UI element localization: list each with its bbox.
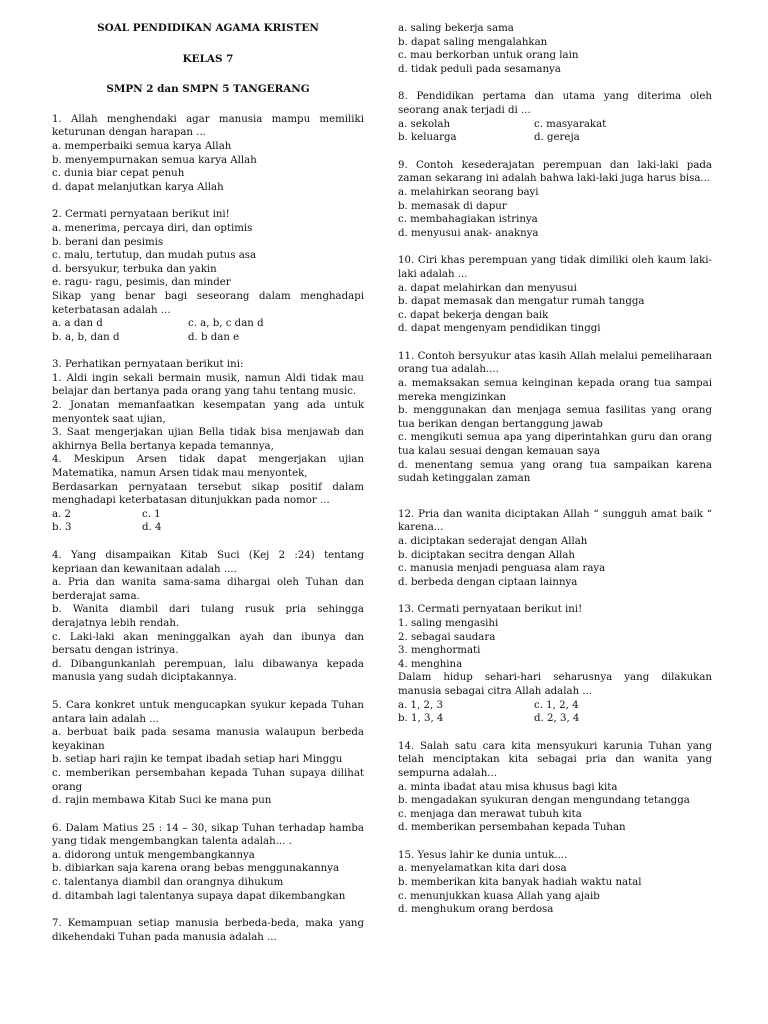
school-label: SMPN 2 dan SMPN 5 TANGERANG (106, 83, 310, 96)
question-stem: 6. Dalam Matius 25 : 14 – 30, sikap Tuhan terhadap hamba yang tidak mengembangkan talenta adalah... . (52, 822, 364, 848)
question-11 (398, 350, 712, 486)
answer-option: b. mengadakan syukuran dengan mengundang tetangga (398, 795, 690, 807)
question-2 (52, 208, 364, 344)
question-stem: 11. Contoh bersyukur atas kasih Allah melalui pemeliharaan orang tua adalah.... (398, 350, 712, 376)
answer-option: c. dapat bekerja dengan baik (398, 309, 549, 321)
answer-option: c. dunia biar cepat penuh (52, 168, 185, 180)
question-stem: 12. Pria dan wanita diciptakan Allah “ sungguh amat baik “ karena... (398, 508, 712, 534)
question-1 (52, 113, 364, 195)
answer-option: b. menggunakan dan menjaga semua fasilitas yang orang tua berikan dengan bertanggung jawab (398, 405, 712, 430)
answer-option: c. menjaga dan merawat tubuh kita (398, 808, 582, 820)
answer-option: d. Dibangunkanlah perempuan, lalu dibawanya kepada manusia yang sudah diciptakannya. (52, 658, 364, 684)
answer-option: b. keluarga (398, 132, 457, 144)
answer-option: a. melahirkan seorang bayi (398, 186, 539, 198)
answer-option: b. Wanita diambil dari tulang rusuk pria sehingga derajatnya lebih rendah. (52, 604, 364, 629)
question-prompt: Berdasarkan pernyataan tersebut sikap positif dalam menghadapi keterbatasan ditunjukkan pada nomor ... (52, 481, 364, 507)
statement-item: 1. Aldi ingin sekali bermain musik, namun Aldi tidak mau belajar dan bertanya pada orang yang tahu tentang music. (52, 372, 364, 398)
answer-grid (52, 508, 364, 535)
right-column (398, 22, 712, 931)
answer-option: b. 1, 3, 4 (398, 713, 444, 725)
answer-option: b. dapat saling mengalahkan (398, 36, 548, 48)
question-stem: 7. Kemampuan setiap manusia berbeda-beda, maka yang dikehendaki Tuhan pada manusia adalah ... (52, 918, 364, 943)
question-stem: 1. Allah menghendaki agar manusia mampu memiliki keturunan dengan harapan ... (52, 113, 364, 139)
answer-option: d. menentang semua yang orang tua sampaikan karena sudah ketinggalan zaman (398, 459, 712, 485)
answer-option: d. 2, 3, 4 (534, 713, 580, 725)
statement-item: 3. Saat mengerjakan ujian Bella tidak bisa menjawab dan akhirnya Bella bertanya kepada temannya, (52, 427, 364, 452)
answer-option: b. menyempurnakan semua karya Allah (52, 154, 257, 166)
question-7 (52, 917, 364, 944)
answer-option: c. talentanya diambil dan orangnya dihukum (52, 877, 284, 889)
answer-option: d. memberikan persembahan kepada Tuhan (398, 822, 626, 834)
question-5 (52, 699, 364, 808)
answer-option: c. mengikuti semua apa yang diperintahkan guru dan orang tua kalau sesuai dengan kemauan saya (398, 432, 712, 458)
question-stem: 15. Yesus lahir ke dunia untuk.... (398, 849, 568, 861)
answer-option: d. ditambah lagi talentanya supaya dapat dikembangkan (52, 890, 346, 902)
statement-item: a. menerima, percaya diri, dan optimis (52, 222, 253, 234)
answer-option: d. 4 (142, 522, 162, 534)
class-label: KELAS 7 (182, 52, 234, 65)
answer-option: c. membahagiakan istrinya (398, 214, 538, 226)
answer-option: b. memberikan kita banyak hadiah waktu natal (398, 877, 642, 889)
answer-option: d. tidak peduli pada sesamanya (398, 63, 561, 75)
answer-option: b. diciptakan secitra dengan Allah (398, 549, 575, 561)
answer-option: c. 1 (142, 508, 161, 520)
answer-option: c. 1, 2, 4 (534, 699, 579, 711)
answer-option: c. manusia menjadi penguasa alam raya (398, 563, 606, 575)
question-3 (52, 358, 364, 535)
question-prompt: Sikap yang benar bagi seseorang dalam menghadapi keterbatasan adalah ... (52, 290, 364, 316)
question-14 (398, 740, 712, 835)
left-column (52, 22, 364, 958)
exam-title: SOAL PENDIDIKAN AGAMA KRISTEN (97, 22, 319, 34)
answer-option: a. menyelamatkan kita dari dosa (398, 863, 567, 875)
question-stem: 14. Salah satu cara kita mensyukuri karunia Tuhan yang telah menciptakan kita sebagai pria dan wanita yang sempurna adalah... (398, 740, 712, 779)
answer-option: d. gereja (534, 132, 580, 144)
question-stem: 13. Cermati pernyataan berikut ini! (398, 604, 583, 616)
question-10 (398, 254, 712, 336)
answer-option: b. memasak di dapur (398, 200, 507, 212)
answer-option: d. menyusui anak- anaknya (398, 227, 539, 239)
answer-option: b. setiap hari rajin ke tempat ibadah setiap hari Minggu (52, 754, 343, 766)
answer-option: a. Pria dan wanita sama-sama dihargai oleh Tuhan dan berderajat sama. (52, 577, 364, 602)
answer-option: a. dapat melahirkan dan menyusui (398, 282, 577, 294)
answer-option: d. menghukum orang berdosa (398, 904, 554, 916)
answer-option: a. minta ibadat atau misa khusus bagi kita (398, 781, 618, 793)
answer-option: a. 1, 2, 3 (398, 699, 443, 711)
answer-option: a. memperbaiki semua karya Allah (52, 140, 232, 152)
answer-option: c. Laki-laki akan meninggalkan ayah dan ibunya dan bersatu dengan istrinya. (52, 631, 364, 657)
answer-option: d. berbeda dengan ciptaan lainnya (398, 576, 578, 588)
answer-grid (398, 699, 712, 726)
answer-option: a. sekolah (398, 118, 451, 130)
answer-option: d. rajin membawa Kitab Suci ke mana pun (52, 795, 272, 807)
question-6 (52, 822, 364, 904)
answer-option: d. dapat mengenyam pendidikan tinggi (398, 323, 601, 335)
answer-option: b. dapat memasak dan mengatur rumah tangga (398, 296, 645, 308)
question-15 (398, 849, 712, 917)
statement-item: 4. menghina (398, 658, 463, 670)
question-4 (52, 549, 364, 685)
question-stem: 8. Pendidikan pertama dan utama yang diterima oleh seorang anak terjadi di ... (398, 91, 712, 116)
answer-option: a. diciptakan sederajat dengan Allah (398, 536, 588, 547)
answer-option: c. a, b, c dan d (188, 318, 264, 330)
question-9 (398, 159, 712, 241)
question-7-options (398, 22, 712, 76)
question-stem: 9. Contoh kesederajatan perempuan dan laki-laki pada zaman sekarang ini adalah bahwa laki-laki juga harus bisa... (398, 159, 712, 185)
statement-item: d. bersyukur, terbuka dan yakin (52, 263, 217, 275)
answer-option: a. memaksakan semua keinginan kepada orang tua sampai mereka mengizinkan (398, 378, 712, 403)
statement-item: 3. menghormati (398, 645, 481, 657)
answer-grid (398, 118, 712, 145)
question-prompt: Dalam hidup sehari-hari seharusnya yang dilakukan manusia sebagai citra Allah adalah ... (398, 672, 712, 697)
question-12 (398, 508, 712, 590)
answer-option: a. didorong untuk mengembangkannya (52, 849, 255, 861)
answer-option: d. b dan e (188, 331, 240, 343)
statement-item: c. malu, tertutup, dan mudah putus asa (52, 250, 257, 262)
answer-grid (52, 317, 364, 344)
question-13 (398, 603, 712, 725)
question-stem: 10. Ciri khas perempuan yang tidak dimiliki oleh kaum laki-laki adalah ... (398, 255, 712, 280)
statement-item: 2. Jonatan memanfaatkan kesempatan yang ada untuk menyontek saat ujian, (52, 400, 364, 425)
answer-option: b. 3 (52, 522, 72, 534)
answer-option: a. a dan d (52, 318, 103, 330)
question-stem: 5. Cara konkret untuk mengucapkan syukur kepada Tuhan antara lain adalah ... (52, 699, 364, 725)
question-stem: 3. Perhatikan pernyataan berikut ini: (52, 359, 244, 371)
answer-option: b. a, b, dan d (52, 331, 120, 343)
question-stem: 2. Cermati pernyataan berikut ini! (52, 209, 230, 221)
answer-option: c. memberikan persembahan kepada Tuhan supaya dilihat orang (52, 767, 364, 793)
answer-option: c. masyarakat (534, 118, 607, 130)
answer-option: a. berbuat baik pada sesama manusia walaupun berbeda keyakinan (52, 727, 364, 752)
question-8 (398, 90, 712, 144)
statement-item: e. ragu- ragu, pesimis, dan minder (52, 277, 231, 289)
statement-item: 4. Meskipun Arsen tidak dapat mengerjakan ujian Matematika, namun Arsen tidak mau menyontek, (52, 454, 364, 480)
answer-option: a. saling bekerja sama (398, 23, 514, 34)
answer-option: a. 2 (52, 508, 72, 520)
answer-option: c. mau berkorban untuk orang lain (398, 50, 579, 62)
question-stem: 4. Yang disampaikan Kitab Suci (Kej 2 :24) tentang kepriaan dan kewanitaan adalah .... (52, 550, 364, 575)
statement-item: 2. sebagai saudara (398, 631, 496, 643)
answer-option: d. dapat melanjutkan karya Allah (52, 181, 224, 193)
statement-item: 1. saling mengasihi (398, 617, 499, 629)
answer-option: c. menunjukkan kuasa Allah yang ajaib (398, 890, 600, 902)
answer-option: b. dibiarkan saja karena orang bebas menggunakannya (52, 863, 340, 875)
statement-item: b. berani dan pesimis (52, 236, 164, 248)
